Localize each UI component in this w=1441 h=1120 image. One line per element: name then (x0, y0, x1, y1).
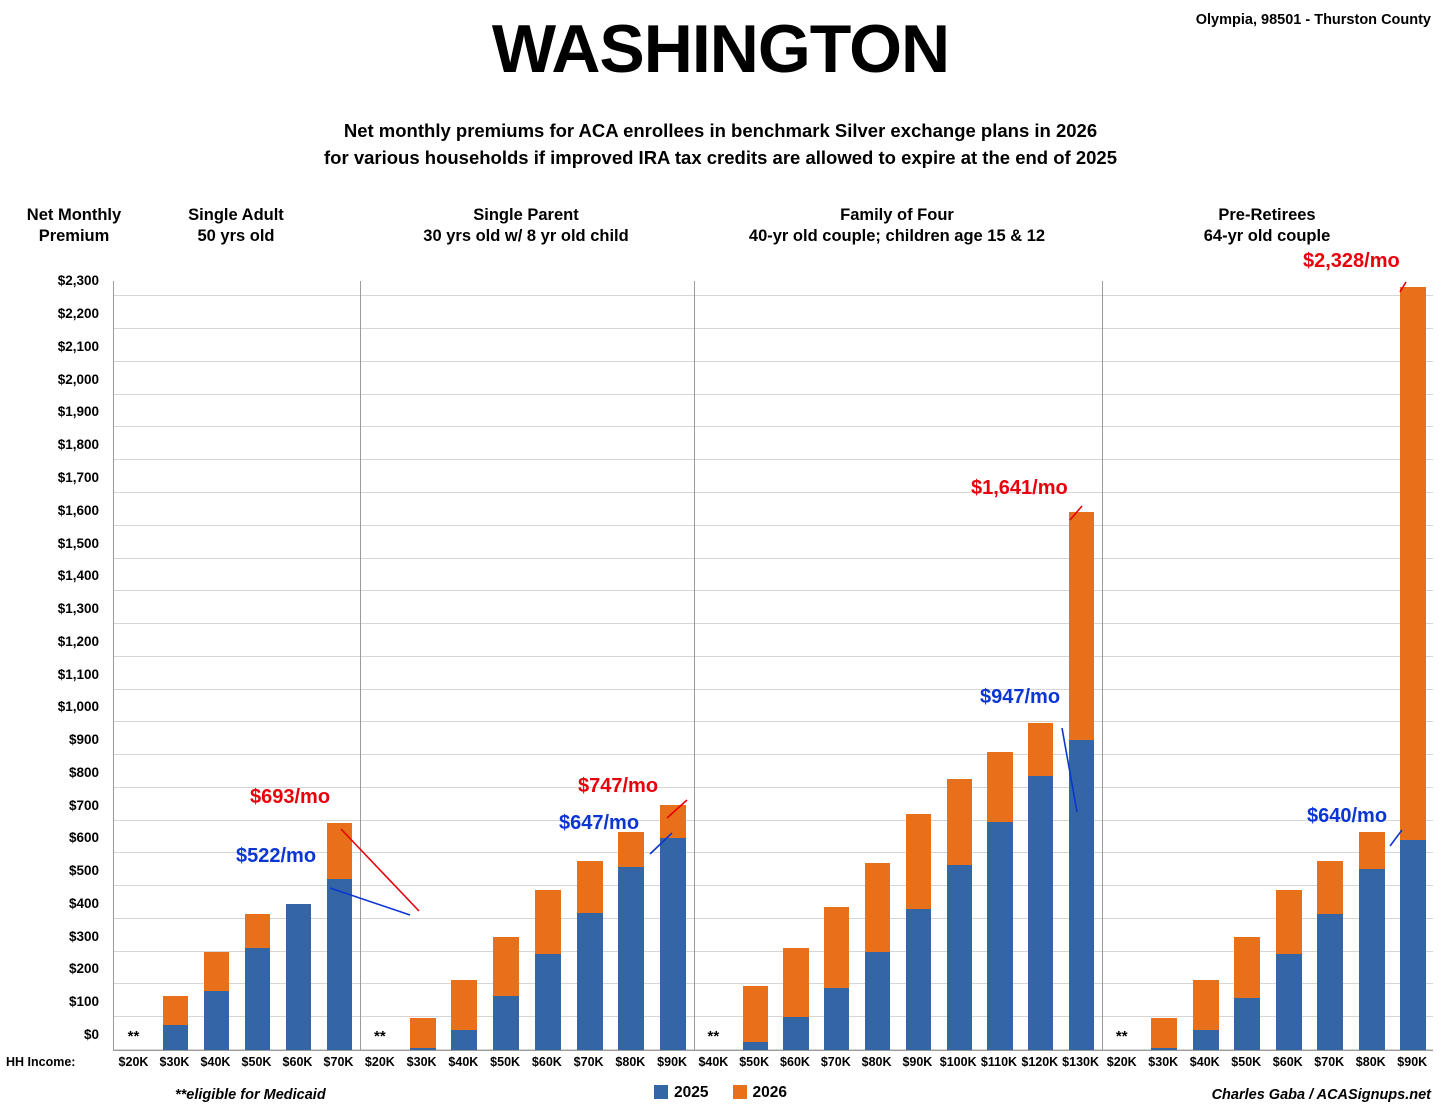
bar-segment-2026 (451, 980, 477, 1029)
bar-segment-2025 (245, 948, 270, 1050)
bar-$130K (1069, 512, 1094, 1050)
x-axis-tick-label: $70K (820, 1055, 851, 1069)
y-axis-tick-label: $1,800 (57, 437, 99, 453)
bar-segment-2025 (1234, 998, 1260, 1050)
chart-plot-area (57, 273, 1433, 1051)
x-axis-tick-label: $90K (1397, 1055, 1428, 1069)
y-axis-title-line2: Premium (38, 226, 110, 245)
x-axis-tick-label: $30K (406, 1055, 437, 1069)
bar-segment-2026 (783, 948, 808, 1017)
bar-$40K (451, 980, 477, 1050)
bar-segment-2025 (493, 996, 519, 1050)
bar-segment-2025 (204, 991, 229, 1050)
value-callout: $647/mo (559, 812, 640, 834)
bar-segment-2025 (1317, 914, 1343, 1050)
y-axis-tick-label: $2,100 (57, 338, 99, 354)
group-header-line1: Single Parent (473, 206, 579, 224)
bar-segment-2026 (493, 937, 519, 996)
x-axis-tick-label: $40K (200, 1055, 231, 1069)
bar-segment-2025 (906, 909, 931, 1050)
y-axis-tick-label: $1,600 (57, 502, 99, 518)
x-axis-tick-label: $20K (364, 1055, 395, 1069)
bar-$30K (410, 1018, 436, 1050)
bar-segment-2025 (410, 1048, 436, 1050)
chart-subtitle-line2: for various households if improved IRA tax credits are allowed to expire at the end of 2025 (324, 146, 1117, 168)
x-axis-tick-label: $70K (573, 1055, 604, 1069)
bar-$80K (618, 832, 644, 1050)
bar-$60K (286, 904, 311, 1050)
x-axis-tick-label: $40K (698, 1055, 729, 1069)
y-axis-tick-label: $200 (68, 961, 99, 977)
bar-segment-2025 (947, 865, 972, 1050)
y-axis-tick-label: $0 (83, 1027, 99, 1042)
value-callout: $693/mo (250, 786, 331, 808)
value-callout: $2,328/mo (1303, 250, 1400, 272)
y-axis-tick-label: $1,000 (57, 699, 99, 715)
x-axis-tick-label: $70K (323, 1055, 354, 1069)
gridline (114, 426, 1433, 427)
y-axis-tick-label: $2,000 (57, 371, 99, 387)
bar-$70K (824, 907, 849, 1050)
x-axis-tick-label: $90K (657, 1055, 688, 1069)
bar-$70K (577, 861, 603, 1050)
bar-segment-2025 (163, 1025, 188, 1050)
group-header-line1: Pre-Retirees (1218, 206, 1316, 224)
gridline (114, 885, 1433, 886)
x-axis-tick-label: $50K (241, 1055, 272, 1069)
medicaid-footnote: **eligible for Medicaid (175, 1087, 326, 1103)
x-axis-tick-label: $20K (1106, 1055, 1137, 1069)
y-axis-tick-label: $1,500 (57, 535, 99, 551)
page-title: WASHINGTON (491, 11, 950, 87)
legend-item-2025[interactable] (654, 1084, 708, 1101)
group-header-4 (1101, 205, 1433, 246)
x-axis-tick-label: $60K (780, 1055, 810, 1069)
location-label: Olympia, 98501 - Thurston County (1195, 12, 1431, 28)
y-axis-tick-label: $1,100 (57, 666, 99, 682)
bar-segment-2025 (1028, 776, 1053, 1050)
bar-$30K (1151, 1018, 1177, 1050)
gridline (114, 820, 1433, 821)
group-header-line1: Single Adult (188, 206, 284, 224)
chart-legend (0, 1083, 1441, 1102)
x-axis-tick-label: $60K (531, 1055, 562, 1069)
bar-segment-2026 (865, 863, 890, 952)
bar-$70K (1317, 861, 1343, 1050)
group-header-2 (359, 205, 693, 246)
x-axis-tick-label: $50K (1231, 1055, 1262, 1069)
value-callout: $947/mo (980, 686, 1061, 708)
medicaid-marker: ** (127, 1028, 140, 1045)
x-axis-tick-label: $80K (615, 1055, 646, 1069)
y-axis-tick-label: $2,200 (57, 306, 99, 322)
bar-segment-2025 (660, 838, 686, 1050)
legend-item-2026[interactable] (733, 1084, 787, 1101)
bar-segment-2026 (618, 832, 644, 867)
x-axis-tick-label: $70K (1314, 1055, 1345, 1069)
x-axis-tick-label: $60K (282, 1055, 313, 1069)
x-axis-tick-label: $30K (1148, 1055, 1179, 1069)
bar-segment-2026 (1234, 937, 1260, 998)
bar-$50K (743, 986, 768, 1050)
bar-segment-2025 (618, 867, 644, 1050)
bar-segment-2025 (286, 904, 311, 1050)
bar-$60K (783, 948, 808, 1050)
x-axis-tick-label: $80K (861, 1055, 892, 1069)
x-axis-tick-label: $110K (980, 1055, 1018, 1069)
bar-segment-2025 (1193, 1030, 1219, 1050)
y-axis-tick-label: $600 (68, 830, 99, 846)
bar-segment-2026 (660, 805, 686, 838)
y-axis-tick-label: $900 (68, 732, 99, 748)
y-axis-tick-label: $1,700 (57, 469, 99, 485)
legend-label: 2025 (674, 1084, 709, 1101)
bar-segment-2026 (1317, 861, 1343, 914)
bar-segment-2025 (1069, 740, 1094, 1050)
y-axis-tick-label: $100 (68, 994, 99, 1010)
bar-segment-2026 (163, 996, 188, 1026)
y-axis-tick-label: $300 (68, 928, 99, 944)
bar-$50K (493, 937, 519, 1050)
bar-segment-2025 (743, 1042, 768, 1050)
medicaid-marker: ** (1115, 1028, 1128, 1045)
bar-segment-2026 (410, 1018, 436, 1048)
value-callout: $747/mo (578, 775, 659, 797)
x-axis-tick-label: $60K (1272, 1055, 1303, 1069)
y-axis-tick-label: $500 (68, 863, 99, 879)
x-axis-tick-label: $80K (1355, 1055, 1386, 1069)
group-header-line2: 64-yr old couple (1203, 226, 1331, 245)
bar-segment-2025 (327, 879, 352, 1050)
x-axis-tick-label: $100K (939, 1055, 977, 1069)
chart-subtitle (0, 118, 1441, 172)
y-axis-tick-label: $1,900 (57, 404, 99, 420)
group-header-line2: 40-yr old couple; children age 15 & 12 (748, 226, 1046, 245)
bar-segment-2026 (1276, 890, 1302, 954)
bar-segment-2025 (1359, 869, 1385, 1050)
bar-$70K (327, 823, 352, 1050)
group-header-1 (113, 205, 359, 246)
group-header-line2: 30 yrs old w/ 8 yr old child (423, 226, 629, 245)
bar-segment-2025 (1400, 840, 1426, 1050)
x-axis-tick-label: $130K (1062, 1055, 1100, 1069)
x-axis-tick-label: $30K (159, 1055, 190, 1069)
bar-$90K (660, 805, 686, 1050)
bar-segment-2026 (1359, 832, 1385, 869)
bar-segment-2026 (204, 952, 229, 991)
bar-segment-2026 (1193, 980, 1219, 1029)
bar-$80K (865, 863, 890, 1050)
x-axis-tick-label: $90K (902, 1055, 933, 1069)
chart-subtitle-line1: Net monthly premiums for ACA enrollees in benchmark Silver exchange plans in 2026 (343, 120, 1098, 141)
x-axis-tick-label: $40K (1189, 1055, 1220, 1069)
bar-segment-2026 (327, 823, 352, 879)
x-axis-tick-label: $40K (448, 1055, 479, 1069)
bar-segment-2026 (577, 861, 603, 913)
bar-$90K (1400, 287, 1426, 1050)
group-header-line2: 50 yrs old (197, 226, 275, 245)
legend-label: 2026 (752, 1084, 787, 1101)
gridline (114, 590, 1433, 591)
legend-swatch-icon (654, 1085, 668, 1099)
bar-segment-2026 (535, 890, 561, 954)
gridline (114, 623, 1433, 624)
gridline (114, 721, 1433, 722)
bar-$90K (906, 814, 931, 1050)
bar-$100K (947, 779, 972, 1050)
bar-segment-2026 (1069, 512, 1094, 739)
bar-segment-2026 (947, 779, 972, 865)
bar-segment-2026 (245, 914, 270, 948)
gridline (114, 918, 1433, 919)
panel-separator (1102, 281, 1103, 1050)
bar-$40K (204, 952, 229, 1050)
gridline (114, 754, 1433, 755)
gridline (114, 656, 1433, 657)
y-axis-tick-label: $1,400 (57, 568, 99, 584)
bar-segment-2025 (783, 1017, 808, 1050)
group-header-line1: Family of Four (840, 206, 954, 224)
gridline (114, 361, 1433, 362)
y-axis-tick-label: $800 (68, 764, 99, 780)
bar-$60K (1276, 890, 1302, 1050)
value-callout: $522/mo (236, 845, 317, 867)
bar-$30K (163, 996, 188, 1050)
gridline (114, 558, 1433, 559)
panel-separator (360, 281, 361, 1050)
gridline (114, 394, 1433, 395)
bar-$110K (987, 752, 1012, 1050)
bar-segment-2026 (824, 907, 849, 988)
bar-segment-2025 (1151, 1048, 1177, 1050)
bar-$50K (245, 914, 270, 1050)
bar-$40K (1193, 980, 1219, 1050)
bar-segment-2026 (743, 986, 768, 1042)
bar-segment-2025 (987, 822, 1012, 1050)
bar-segment-2025 (1276, 954, 1302, 1050)
bar-segment-2025 (535, 954, 561, 1050)
bar-$120K (1028, 723, 1053, 1050)
value-callout: $1,641/mo (971, 477, 1068, 499)
bar-segment-2026 (906, 814, 931, 909)
legend-swatch-icon (733, 1085, 747, 1099)
x-axis-title: HH Income: (6, 1055, 76, 1069)
gridline (114, 328, 1433, 329)
x-axis-tick-label: $50K (739, 1055, 770, 1069)
x-axis-tick-label: $50K (490, 1055, 521, 1069)
bar-segment-2025 (451, 1030, 477, 1050)
x-axis-tick-label: $120K (1021, 1055, 1059, 1069)
gridline (114, 295, 1433, 296)
gridline (114, 689, 1433, 690)
medicaid-marker: ** (707, 1028, 720, 1045)
y-axis-tick-label: $1,200 (57, 633, 99, 649)
y-axis-tick-label: $700 (68, 797, 99, 813)
panel-separator (694, 281, 695, 1050)
gridline (114, 525, 1433, 526)
bar-segment-2026 (1400, 287, 1426, 840)
bar-$60K (535, 890, 561, 1050)
bar-$80K (1359, 832, 1385, 1050)
bar-segment-2026 (1151, 1018, 1177, 1048)
gridline (114, 459, 1433, 460)
gridline (114, 492, 1433, 493)
group-header-3 (693, 205, 1101, 246)
bar-segment-2025 (577, 913, 603, 1050)
bar-segment-2025 (824, 988, 849, 1050)
y-axis-tick-label: $1,300 (57, 601, 99, 617)
bar-segment-2026 (1028, 723, 1053, 776)
bar-segment-2025 (865, 952, 890, 1050)
bar-segment-2026 (987, 752, 1012, 823)
y-axis-tick-label: $2,300 (57, 273, 99, 289)
x-axis-tick-label: $20K (118, 1055, 149, 1069)
y-axis-title-line1: Net Monthly (26, 206, 122, 224)
y-axis-tick-label: $400 (68, 895, 99, 911)
bar-$50K (1234, 937, 1260, 1050)
value-callout: $640/mo (1307, 805, 1388, 827)
medicaid-marker: ** (374, 1028, 386, 1045)
chart-credit: Charles Gaba / ACASignups.net (1211, 1087, 1431, 1103)
